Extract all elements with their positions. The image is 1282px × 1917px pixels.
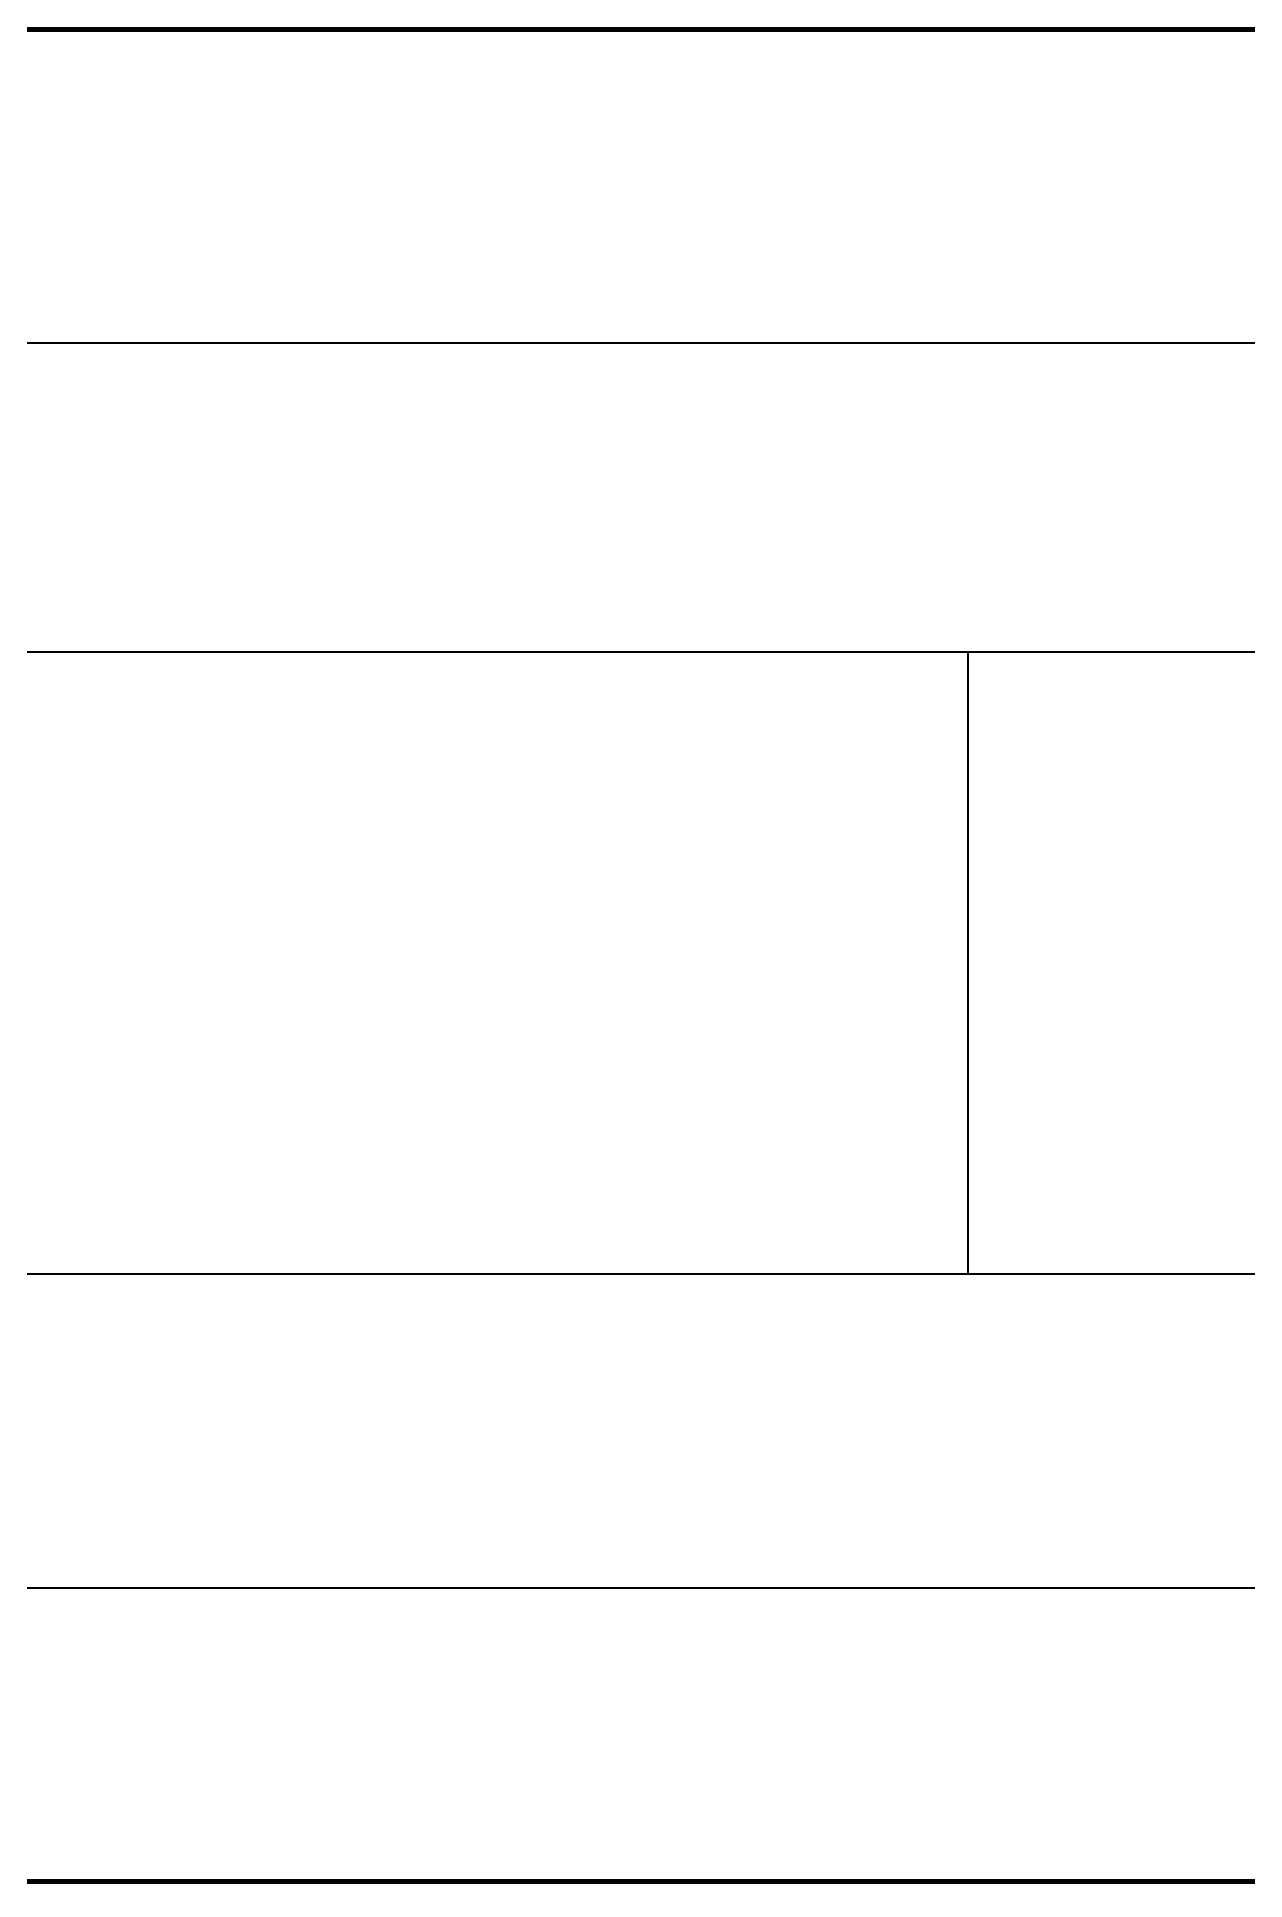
row-divider-4 — [27, 1587, 1255, 1589]
column-divider — [967, 653, 969, 1273]
bottom-border-rule — [27, 1879, 1255, 1884]
article-table-row — [27, 653, 1255, 1273]
row-divider-3 — [27, 1273, 1255, 1275]
reason-text-block — [27, 32, 1255, 342]
row-divider-1 — [27, 342, 1255, 344]
